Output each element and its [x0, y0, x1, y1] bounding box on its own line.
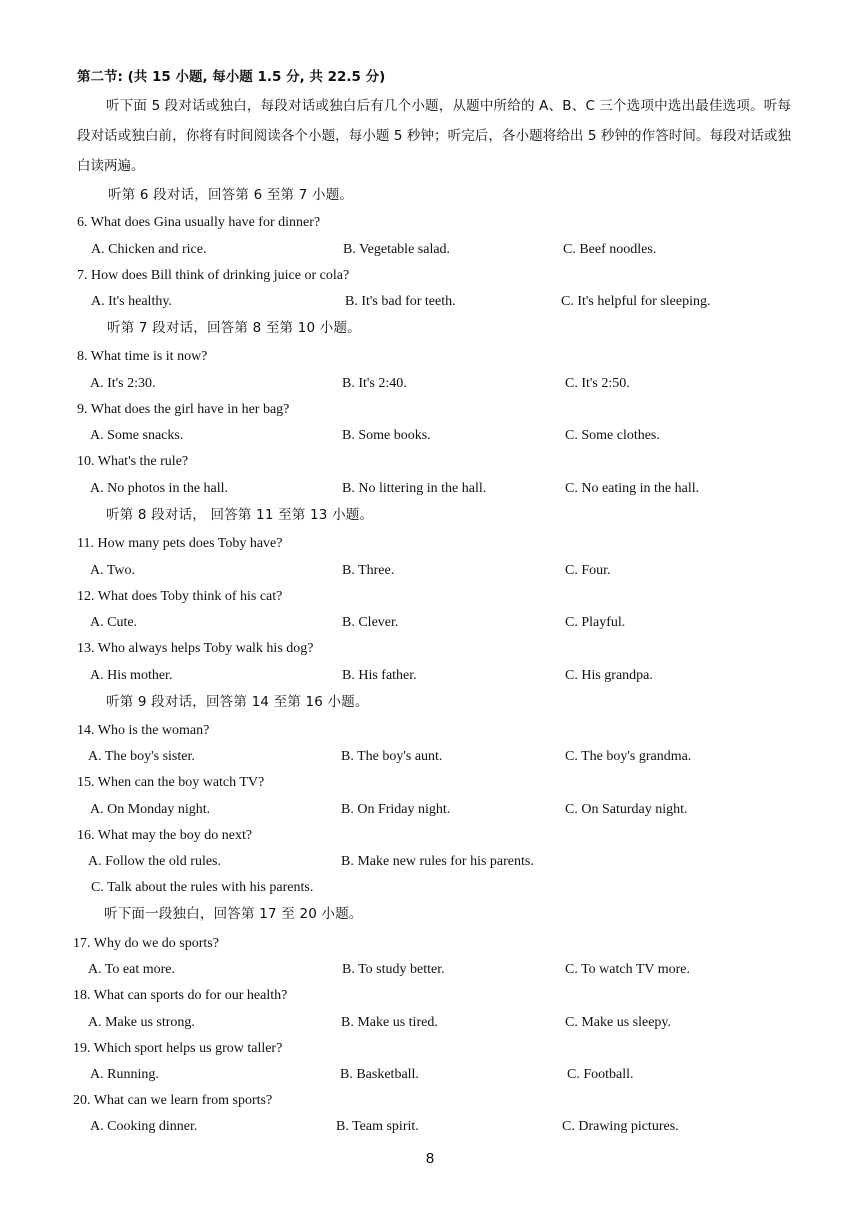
question-17: 17. Why do we do sports? [73, 936, 219, 951]
option-11a: A. Two. [90, 563, 136, 578]
question-19: 19. Which sport helps us grow taller? [73, 1041, 283, 1056]
option-6a: A. Chicken and rice. [91, 242, 207, 257]
option-19a: A. Running. [90, 1067, 159, 1082]
option-16a: A. Follow the old rules. [88, 854, 221, 869]
option-12a: A. Cute. [90, 615, 138, 630]
question-15: 15. When can the boy watch TV? [77, 775, 265, 790]
option-18c: C. Make us sleepy. [565, 1015, 672, 1030]
question-11: 11. How many pets does Toby have? [77, 536, 283, 551]
option-10a: A. No photos in the hall. [90, 481, 229, 496]
option-18b: B. Make us tired. [341, 1015, 438, 1030]
option-8b: B. It's 2:40. [342, 376, 407, 391]
option-7b: B. It's bad for teeth. [345, 294, 456, 309]
question-9: 9. What does the girl have in her bag? [77, 402, 290, 417]
question-8: 8. What time is it now? [77, 349, 208, 364]
option-6c: C. Beef noodles. [563, 242, 657, 257]
option-19b: B. Basketball. [340, 1067, 419, 1082]
question-18: 18. What can sports do for our health? [73, 988, 288, 1003]
question-6: 6. What does Gina usually have for dinner? [77, 215, 321, 230]
option-17c: C. To watch TV more. [565, 962, 691, 977]
group-heading-9: 听第 9 段对话，回答第 14 至第 16 小题。 [106, 694, 369, 710]
option-20c: C. Drawing pictures. [562, 1119, 679, 1134]
option-16c: C. Talk about the rules with his parents. [91, 880, 314, 895]
option-9c: C. Some clothes. [565, 428, 660, 443]
option-14b: B. The boy's aunt. [341, 749, 443, 764]
option-7c: C. It's helpful for sleeping. [561, 294, 711, 309]
option-9b: B. Some books. [342, 428, 431, 443]
question-10: 10. What's the rule? [77, 454, 189, 469]
option-17b: B. To study better. [342, 962, 445, 977]
option-20b: B. Team spirit. [336, 1119, 419, 1134]
option-8a: A. It's 2:30. [90, 376, 156, 391]
option-12b: B. Clever. [342, 615, 399, 630]
option-15c: C. On Saturday night. [565, 802, 688, 817]
option-17a: A. To eat more. [88, 962, 176, 977]
option-16b: B. Make new rules for his parents. [341, 854, 534, 869]
question-20: 20. What can we learn from sports? [73, 1093, 273, 1108]
question-13: 13. Who always helps Toby walk his dog? [77, 641, 314, 656]
option-18a: A. Make us strong. [88, 1015, 195, 1030]
group-heading-7: 听第 7 段对话，回答第 8 至第 10 小题。 [107, 320, 361, 336]
option-20a: A. Cooking dinner. [90, 1119, 198, 1134]
question-7: 7. How does Bill think of drinking juice or cola? [77, 268, 350, 283]
option-12c: C. Playful. [565, 615, 626, 630]
group-heading-6: 听第 6 段对话，回答第 6 至第 7 小题。 [108, 187, 354, 203]
group-heading-8: 听第 8 段对话， 回答第 11 至第 13 小题。 [106, 507, 374, 523]
option-11c: C. Four. [565, 563, 611, 578]
option-8c: C. It's 2:50. [565, 376, 630, 391]
group-heading-monologue: 听下面一段独白，回答第 17 至 20 小题。 [104, 906, 363, 922]
question-16: 16. What may the boy do next? [77, 828, 253, 843]
option-11b: B. Three. [342, 563, 395, 578]
option-10c: C. No eating in the hall. [565, 481, 700, 496]
option-7a: A. It's healthy. [91, 294, 172, 309]
option-13b: B. His father. [342, 668, 417, 683]
option-6b: B. Vegetable salad. [343, 242, 451, 257]
option-15a: A. On Monday night. [90, 802, 211, 817]
option-15b: B. On Friday night. [341, 802, 451, 817]
option-14c: C. The boy's grandma. [565, 749, 692, 764]
instructions-paragraph: 听下面 5 段对话或独白，每段对话或独白后有几个小题，从题中所给的 A、B、C 三个选项中选出最佳选项。听每段对话或独白前，你将有时间阅读各个小题，每小题 5 秒钟；听完后，各小题将给出 5 秒钟的作答时间。每段对话或独白读两遍。 [77, 98, 791, 174]
option-19c: C. Football. [567, 1067, 634, 1082]
question-12: 12. What does Toby think of his cat? [77, 589, 283, 604]
option-13c: C. His grandpa. [565, 668, 653, 683]
option-14a: A. The boy's sister. [88, 749, 195, 764]
option-9a: A. Some snacks. [90, 428, 184, 443]
section-title: 第二节: (共 15 小题, 每小题 1.5 分, 共 22.5 分) [77, 69, 386, 85]
page-number: 8 [425, 1150, 435, 1167]
option-13a: A. His mother. [90, 668, 173, 683]
option-10b: B. No littering in the hall. [342, 481, 487, 496]
question-14: 14. Who is the woman? [77, 723, 210, 738]
